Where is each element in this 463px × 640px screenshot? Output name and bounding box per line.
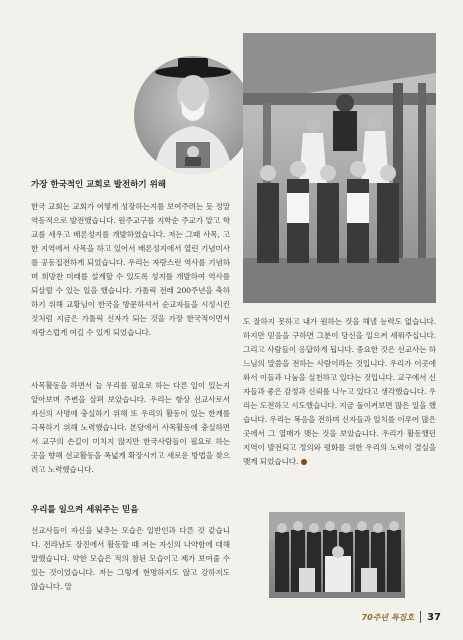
- body-paragraph-4-text: 도 잘하지 못하고 내가 원하는 것을 해낼 능력도 없습니다. 하지만 믿음을 구하면 그분이 당신을 일으켜 세워주십니다. 그리고 사람들이 응답하게 됩니다. 중요한 것은 선교사는 하느님의 말씀을 전하는 사람이라는 것입니다. 우리가 이곳에 와서 이들과 나눔을 실천하고 있다는 것입니다. 교구에서 신자들과 좋은 감정과 신뢰를 나누고 있다고 생각했습니다. 우리는 도전하고 시도했습니다. 지금 돌이켜보면 많은 일을 했습니다. 우리는 복음을 전하며 신자들과 일치를 이루어 많은 곳에서 그 열매가 맺는 것을 보았습니다. 우리가 활동했던 지역이 발전되고 정의와 평화를 위한 우리의 노력이 결실을 맺게 되었습니다.: [243, 317, 436, 466]
- body-paragraph-4: [243, 315, 436, 469]
- group-photo-adults: [269, 512, 405, 598]
- page-number: 37: [427, 611, 441, 623]
- body-paragraph-2: 사목활동을 하면서 늘 우리를 필요로 하는 다른 일이 있는지 알아보며 주변을 살펴 보았습니다. 우리는 항상 선교사로서 자신의 사명에 충실하기 위해 또 우리의 활동이 있는 한계를 극복하기 위해 노력했습니다. 본당에서 사목활동에 충실하면서 교구의 손길이 미치지 않지만 한국사람들이 필요로 하는 곳을 향해 선교활동을 폭넓게 확장시키고 새로운 방법을 찾으려고 노력했습니다.: [31, 381, 230, 474]
- end-of-article-icon: [301, 459, 307, 465]
- page-footer: [362, 609, 441, 625]
- body-paragraph-3: 선교사들이 자신을 낮추는 모습은 일반인과 다른 것 같습니다. 전라남도 장진에서 활동할 때 저는 자신의 나약함에 대해 말했습니다. 약한 모습은 적의 참된 모습이고 제가 보여줄 수 있는 것이었습니다. 저는 그렇게 현명하지도 않고 강하지도 않습니다. 말: [31, 526, 230, 591]
- group-photo-illustration: [243, 33, 436, 303]
- footer-divider: [420, 611, 421, 623]
- portrait-photo: [134, 56, 252, 174]
- group-photo-adults-illustration: [269, 512, 405, 598]
- body-paragraph-1: 한국 교회는 교회가 어떻게 성장하는지를 보여주려는 듯 정말 역동적으로 발전했습니다. 원주교구를 지학순 주교가 맡고 학교를 세우고 배론성지를 개발하였습니다. 저는 그때 사목, 고한 지역에서 사목을 하고 있어서 배론성지에서 열린 기념미사를 공동집전하게 되었습니다. 우리는 자랑스런 역사를 기념하며 희망찬 미래를 설계할 수 있도록 성지를 개발하여 역사를 되살릴 수 있는 일을 했습니다. 가톨릭 전래 200주년을 축하하기 위해 교황님이 한국을 방문하셔서 순교자들을 시성시킨 것처럼 지금은 가톨릭 신자가 되는 것을 가장 한국적이면서 자랑스럽게 여길 수 있게 되었습니다.: [31, 202, 230, 337]
- group-photo-children: [243, 33, 436, 303]
- portrait-illustration: [134, 56, 252, 174]
- issue-label: 70주년 특집호: [361, 612, 415, 622]
- section-heading-1: 가장 한국적인 교회로 발전하기 위해: [31, 180, 167, 190]
- section-heading-2: 우리를 일으켜 세워주는 믿음: [31, 505, 139, 515]
